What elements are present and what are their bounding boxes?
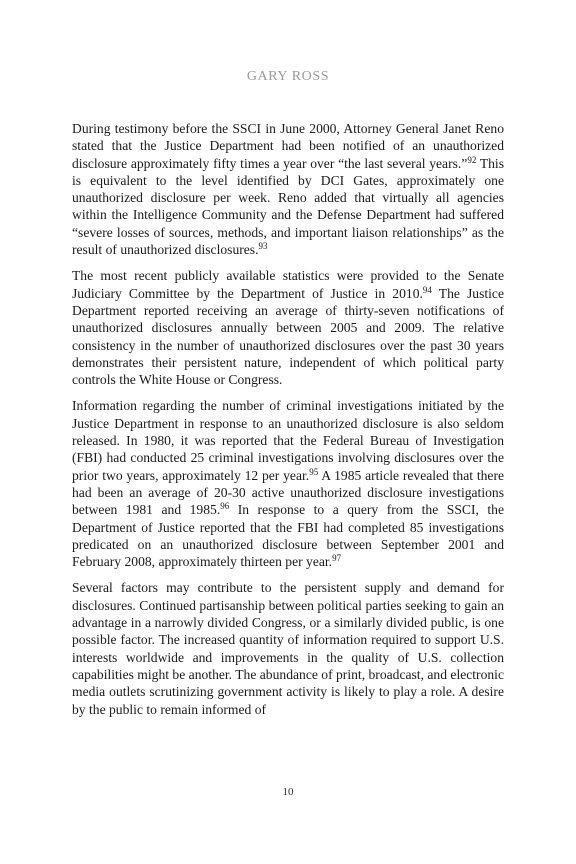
text-run: Several factors may contribute to the persistent supply and demand for disclosures. Continued partisanship between political parties seeking to gain an advantage in a narrowly divided Congress, or a similarly divided public, is one possible factor. The increased quantity of information required to support U.S. interests worldwide and improvements in the quality of U.S. collection capabilities might be another. The abundance of print, broadcast, and electronic media outlets scrutinizing government activity is likely to play a role. A desire by the public to remain informed of: [72, 580, 504, 717]
text-run: Information regarding the number of criminal investigations initiated by the Justice Department in response to an unauthorized disclosure is also seldom released. In 1980, it was reported that the Federal Bureau of Investigation (FBI) had conducted 25 criminal investigations involving disclosures over the prior two years, approximately 12 per year.: [72, 398, 504, 483]
footnote-ref[interactable]: 96: [220, 501, 230, 512]
paragraph: [72, 397, 504, 570]
footnote-ref[interactable]: 94: [422, 284, 432, 295]
text-run: A 1985 article revealed that there had been an average of 20-30 active unauthorized disclosure investigations between 1981 and 1985.: [72, 467, 505, 518]
text-run: During testimony before the SSCI in June 2000, Attorney General Janet Reno stated that the Justice Department had been notified of an unauthorized disclosure approximately fifty times a year over “the last several years.”: [72, 121, 504, 171]
text-run: The Justice Department reported receiving an average of thirty-seven notifications of unauthorized disclosures annually between 2005 and 2009. The relative consistency in the number of unauthorized disclosures over the past 30 years demonstrates their persistent nature, independent of which political party controls the White House or Congress.: [72, 285, 504, 388]
footnote-ref[interactable]: 92: [467, 154, 477, 165]
running-head: GARY ROSS: [246, 69, 330, 84]
paragraph: [72, 579, 504, 717]
footnote-ref[interactable]: 93: [258, 241, 268, 252]
page-number: 10: [282, 786, 294, 798]
paragraph: [72, 267, 504, 388]
text-run: In response to a query from the SSCI, the Department of Justice reported that the FBI had completed 85 investigations predicated on an unauthorized disclosure between September 2001 and February 2008, approximately thirteen per year.: [72, 502, 504, 570]
text-run: The most recent publicly available statistics were provided to the Senate Judiciary Committee by the Department of Justice in 2010.: [72, 268, 504, 301]
paragraph: [72, 120, 504, 258]
body-text: [72, 120, 504, 727]
footnote-ref[interactable]: 95: [309, 466, 319, 477]
book-page: [72, 0, 504, 864]
footnote-ref[interactable]: 97: [332, 553, 342, 564]
text-run: This is equivalent to the level identified by DCI Gates, approximately one unauthorized disclosure per week. Reno added that virtually all agencies within the Intelligence Community and the Defense Department had suffered “severe losses of sources, methods, and important liaison relationships” as the result of unauthorized disclosures.: [72, 155, 504, 258]
